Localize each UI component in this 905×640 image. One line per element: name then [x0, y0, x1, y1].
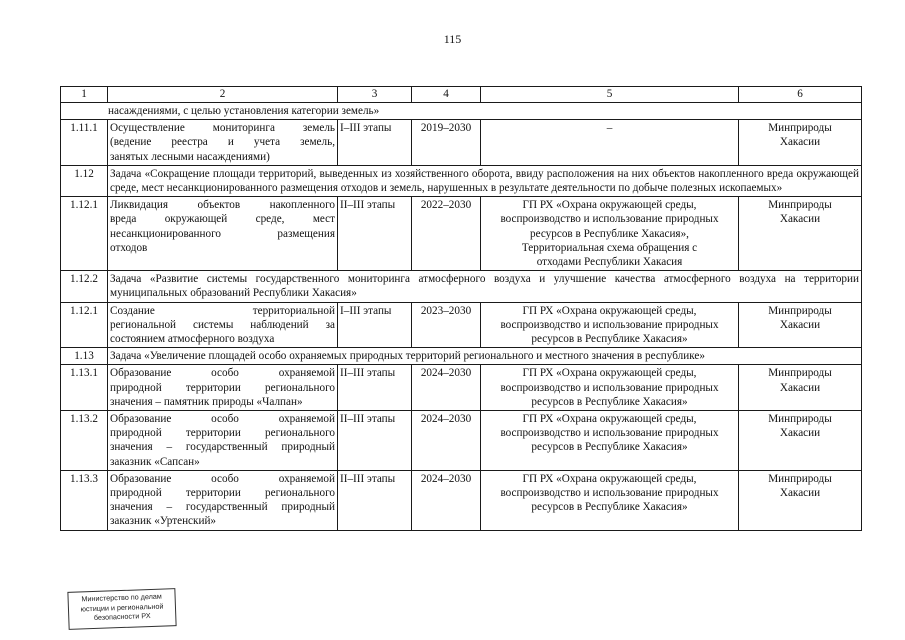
stage-cell: II–III этапы [338, 197, 412, 271]
executor-line: Хакасии [779, 427, 821, 440]
header-col-3: 3 [338, 87, 412, 103]
page-number: 115 [443, 32, 462, 46]
table-row [61, 120, 862, 166]
executor-cell [739, 365, 862, 411]
executor-cell [739, 197, 862, 271]
program-line: ресурсов в Республике Хакасия» [531, 333, 688, 346]
activity-line: значения – памятник природы «Чалпан» [110, 395, 303, 408]
row-number: 1.12 [61, 165, 108, 196]
table-row [61, 411, 862, 471]
row-number: 1.12.2 [61, 271, 108, 302]
executor-line: Минприроды [768, 304, 832, 317]
activity-line: природной территории регионального [110, 427, 335, 440]
task-row [61, 271, 862, 302]
period-cell: 2019–2030 [412, 120, 481, 166]
program-line: – [606, 122, 613, 135]
activity-line: значения – государственный природный [110, 501, 335, 514]
program-line: отходами Республики Хакасия [536, 256, 683, 269]
activity-cell [108, 411, 338, 471]
header-col-1: 1 [61, 87, 108, 103]
activity-line: Создание территориальной [110, 304, 335, 317]
executor-line: Минприроды [768, 199, 832, 212]
activity-line: Образование особо охраняемой [110, 472, 335, 485]
task-text: Задача «Увеличение площадей особо охраняемых природных территорий регионального и местного значения в республике» [108, 348, 862, 365]
period-cell: 2024–2030 [412, 411, 481, 471]
program-cell [481, 302, 739, 348]
activity-cell [108, 197, 338, 271]
activity-line: Образование особо охраняемой [110, 367, 335, 380]
program-line: ГП РХ «Охрана окружающей среды, [522, 472, 697, 485]
activity-line: Образование особо охраняемой [110, 413, 335, 426]
ministry-stamp [67, 588, 176, 630]
activity-line: вреда окружающей среде, мест [110, 213, 335, 226]
activity-line: природной территории регионального [110, 381, 335, 394]
program-line: ГП РХ «Охрана окружающей среды, [522, 367, 697, 380]
stamp-line: безопасности РХ [93, 611, 151, 622]
activity-line: заказник «Уртенский» [110, 515, 217, 528]
table-row [61, 197, 862, 271]
period-cell: 2024–2030 [412, 365, 481, 411]
plan-table [60, 86, 862, 531]
program-line: ресурсов в Республике Хакасия» [531, 501, 688, 514]
activity-line: занятых лесными насаждениями) [110, 150, 270, 163]
stamp-line: Министерство по делам [81, 591, 162, 604]
program-line: воспроизводство и использование природных [500, 381, 719, 394]
program-cell [481, 365, 739, 411]
stage-cell: II–III этапы [338, 470, 412, 530]
program-line: ГП РХ «Охрана окружающей среды, [522, 304, 697, 317]
header-col-4: 4 [412, 87, 481, 103]
row-number: 1.13.1 [61, 365, 108, 411]
table-header [61, 87, 862, 103]
executor-line: Минприроды [768, 472, 832, 485]
stage-cell: II–III этапы [338, 365, 412, 411]
row-number: 1.11.1 [61, 120, 108, 166]
period-cell: 2022–2030 [412, 197, 481, 271]
executor-cell [739, 302, 862, 348]
program-line: Территориальная схема обращения с [521, 241, 698, 254]
header-col-5: 5 [481, 87, 739, 103]
activity-line: (ведение реестра и учета земель, [110, 136, 335, 149]
activity-line: природной территории регионального [110, 487, 335, 500]
activity-line: заказник «Сапсан» [110, 455, 200, 468]
row-number: 1.12.1 [61, 197, 108, 271]
executor-line: Хакасии [779, 213, 821, 226]
activity-line: значения – государственный природный [110, 441, 335, 454]
program-line: воспроизводство и использование природных [500, 318, 719, 331]
executor-line: Хакасии [779, 136, 821, 149]
program-line: воспроизводство и использование природных [500, 213, 719, 226]
table-row [61, 365, 862, 411]
executor-cell [739, 411, 862, 471]
program-cell [481, 411, 739, 471]
activity-line: несанкционированного размещения [110, 227, 335, 240]
executor-cell [739, 470, 862, 530]
program-cell [481, 120, 739, 166]
program-line: ресурсов в Республике Хакасия» [531, 395, 688, 408]
executor-line: Хакасии [779, 381, 821, 394]
activity-line: Ликвидация объектов накопленного [110, 199, 335, 212]
executor-line: Минприроды [768, 122, 832, 135]
program-cell [481, 470, 739, 530]
executor-line: Хакасии [779, 318, 821, 331]
program-line: ресурсов в Республике Хакасия», [530, 227, 689, 240]
activity-line: региональной системы наблюдений за [110, 318, 335, 331]
row-number: 1.12.1 [61, 302, 108, 348]
row-number: 1.13.3 [61, 470, 108, 530]
row-number: 1.13 [61, 348, 108, 365]
table-row [61, 302, 862, 348]
activity-line: состоянием атмосферного воздуха [110, 333, 275, 346]
period-cell: 2023–2030 [412, 302, 481, 348]
activity-cell [108, 302, 338, 348]
executor-line: Минприроды [768, 413, 832, 426]
task-row [61, 348, 862, 365]
task-text: Задача «Развитие системы государственного мониторинга атмосферного воздуха и улучшение качества атмосферного воздуха на территории муниципальных образований Республики Хакасия» [108, 271, 862, 302]
activity-line: Осуществление мониторинга земель [110, 122, 335, 135]
stamp-line: юстиции и региональной [80, 601, 164, 613]
activity-cell [108, 120, 338, 166]
activity-cell [108, 365, 338, 411]
period-cell: 2024–2030 [412, 470, 481, 530]
executor-cell [739, 120, 862, 166]
task-text: Задача «Сокращение площади территорий, выведенных из хозяйственного оборота, ввиду расположения на них объектов накопленного вреда окружающей среде, мест несанкционированного размещения отходов и земель, нарушенных в результате деятельности по добыче полезных ископаемых» [108, 165, 862, 196]
table-row [61, 470, 862, 530]
task-row [61, 165, 862, 196]
stage-cell: II–III этапы [338, 411, 412, 471]
stage-cell: I–III этапы [338, 120, 412, 166]
row-number: 1.13.2 [61, 411, 108, 471]
header-col-6: 6 [739, 87, 862, 103]
header-col-2: 2 [108, 87, 338, 103]
executor-line: Минприроды [768, 367, 832, 380]
program-line: воспроизводство и использование природных [500, 487, 719, 500]
program-cell [481, 197, 739, 271]
stage-cell: I–III этапы [338, 302, 412, 348]
table-body [61, 103, 862, 531]
activity-line: отходов [110, 241, 148, 254]
executor-line: Хакасии [779, 487, 821, 500]
table-row [61, 103, 862, 120]
continuation-text: насаждениями, с целью установления категории земель» [61, 103, 862, 120]
program-line: воспроизводство и использование природных [500, 427, 719, 440]
program-line: ГП РХ «Охрана окружающей среды, [522, 413, 697, 426]
activity-cell [108, 470, 338, 530]
program-line: ГП РХ «Охрана окружающей среды, [522, 199, 697, 212]
program-line: ресурсов в Республике Хакасия» [531, 441, 688, 454]
